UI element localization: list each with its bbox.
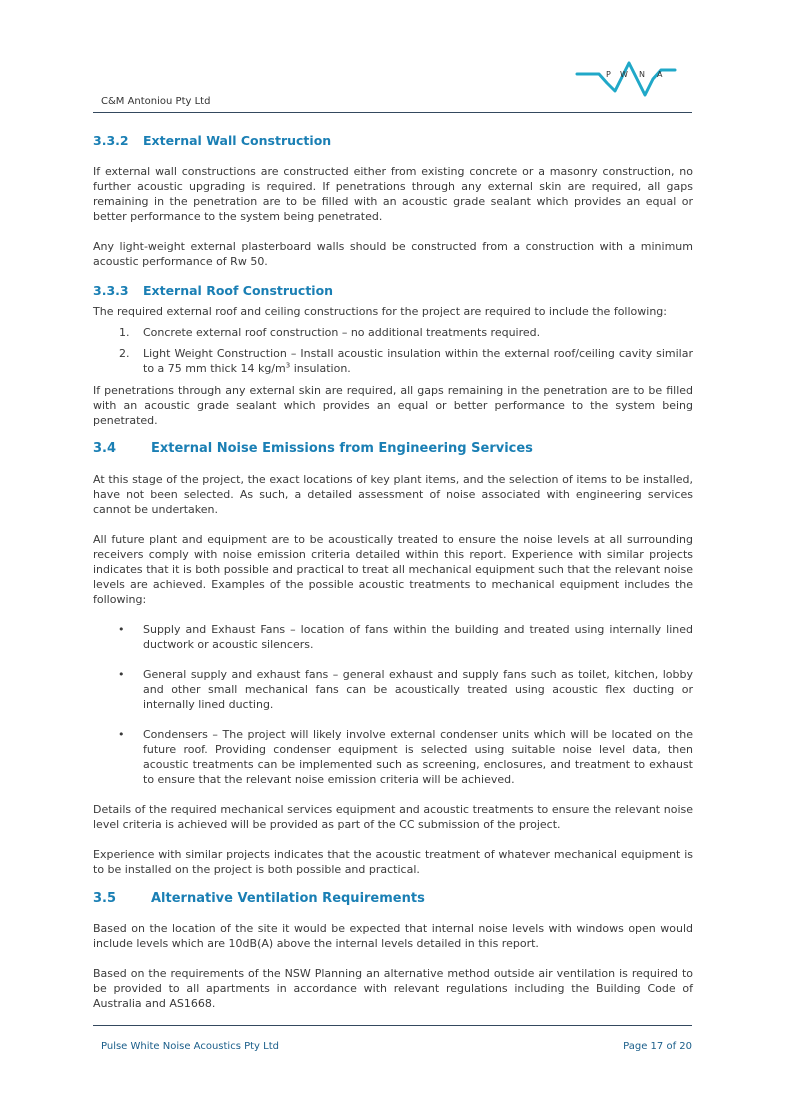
list-item xyxy=(93,325,693,340)
heading-3-4 xyxy=(93,440,693,458)
paragraph: All future plant and equipment are to be acoustically treated to ensure the noise levels at all surrounding receivers comply with noise emission criteria detailed within this report. Experience with similar projects indicates that it is both possible and practical to treat all mechanical equipment such that the relevant noise levels are achieved. Examples of the possible acoustic treatments to mechanical equipment includes the following: xyxy=(93,533,693,606)
header-divider xyxy=(93,112,692,113)
logo-letter-p: P xyxy=(606,70,611,79)
section-number: 3.4 xyxy=(93,441,117,456)
list-number: 1. xyxy=(119,326,130,339)
main-content xyxy=(93,126,693,1011)
list-item-text: Condensers – The project will likely involve external condenser units which will be located on the future roof. Providing condenser equipment is selected using suitable noise level data, then acoustic treatments can be implemented such as screening, enclosures, and treatment to exhaust to ensure that the relevant noise emission criteria will be achieved. xyxy=(143,728,693,786)
paragraph: If penetrations through any external skin are required, all gaps remaining in the penetration are to be filled with an acoustic grade sealant which provides an equal or better performance to the system being penetrated. xyxy=(93,384,693,427)
bullet-icon: • xyxy=(118,728,125,741)
list-item-text: Supply and Exhaust Fans – location of fans within the building and treated using internally lined ductwork or acoustic silencers. xyxy=(143,623,693,651)
footer-divider xyxy=(93,1025,692,1026)
list-item xyxy=(93,346,693,376)
page-number: Page 17 of 20 xyxy=(623,1041,692,1052)
list-item-text: Concrete external roof construction – no additional treatments required. xyxy=(143,326,541,339)
paragraph: Based on the requirements of the NSW Planning an alternative method outside air ventilation is required to be provided to all apartments in accordance with relevant regulations including the Building Code of Australia and AS1668. xyxy=(93,967,693,1010)
heading-3-3-2 xyxy=(93,132,693,150)
list-item-text: Light Weight Construction – Install acoustic insulation within the external roof/ceiling cavity similar to a 75 mm thick 14 kg/m xyxy=(143,347,693,375)
paragraph: Based on the location of the site it would be expected that internal noise levels with windows open would include levels which are 10dB(A) above the internal levels detailed in this report. xyxy=(93,922,693,950)
pwna-logo xyxy=(575,55,685,105)
paragraph: The required external roof and ceiling constructions for the project are required to include the following: xyxy=(93,305,667,318)
bullet-icon: • xyxy=(118,623,125,636)
section-title: Alternative Ventilation Requirements xyxy=(151,891,425,906)
paragraph: If external wall constructions are constructed either from existing concrete or a masonry construction, no further acoustic upgrading is required. If penetrations through any external skin are required, all gaps remaining in the penetration are to be filled with an acoustic grade sealant which provides an equal or better performance to the system being penetrated. xyxy=(93,165,693,223)
header-client-name: C&M Antoniou Pty Ltd xyxy=(101,96,211,107)
logo-letter-a: A xyxy=(657,70,663,79)
list-item xyxy=(93,622,693,652)
list-item xyxy=(93,727,693,787)
section-number: 3.5 xyxy=(93,891,117,906)
list-item-text: General supply and exhaust fans – general exhaust and supply fans such as toilet, kitchen, lobby and other small mechanical fans can be acoustically treated using acoustic flex ducting or internally lined ducting. xyxy=(143,668,693,711)
paragraph: Details of the required mechanical services equipment and acoustic treatments to ensure the relevant noise level criteria is achieved will be provided as part of the CC submission of the project. xyxy=(93,803,693,831)
numbered-list xyxy=(93,325,693,376)
list-item xyxy=(93,667,693,712)
section-title: External Noise Emissions from Engineering Services xyxy=(151,441,533,456)
paragraph: Experience with similar projects indicates that the acoustic treatment of whatever mechanical equipment is to be installed on the project is both possible and practical. xyxy=(93,848,693,876)
bullet-icon: • xyxy=(118,668,125,681)
heading-3-3-3 xyxy=(93,282,693,300)
list-item-text-end: insulation. xyxy=(290,362,351,375)
superscript: 3 xyxy=(285,361,291,370)
logo-letter-n: N xyxy=(639,70,645,79)
bullet-list xyxy=(93,622,693,787)
logo-letter-w: W xyxy=(620,70,628,79)
heading-3-5 xyxy=(93,890,693,908)
section-title: External Roof Construction xyxy=(143,283,334,298)
paragraph: At this stage of the project, the exact locations of key plant items, and the selection of items to be installed, have not been selected. As such, a detailed assessment of noise associated with engineering services cannot be undertaken. xyxy=(93,473,693,516)
section-title: External Wall Construction xyxy=(143,133,332,148)
list-number: 2. xyxy=(119,347,130,360)
section-number: 3.3.2 xyxy=(93,133,129,148)
section-number: 3.3.3 xyxy=(93,283,129,298)
paragraph: Any light-weight external plasterboard walls should be constructed from a construction with a minimum acoustic performance of Rw 50. xyxy=(93,240,693,268)
logo-wave xyxy=(577,63,675,95)
footer-company: Pulse White Noise Acoustics Pty Ltd xyxy=(101,1041,279,1052)
